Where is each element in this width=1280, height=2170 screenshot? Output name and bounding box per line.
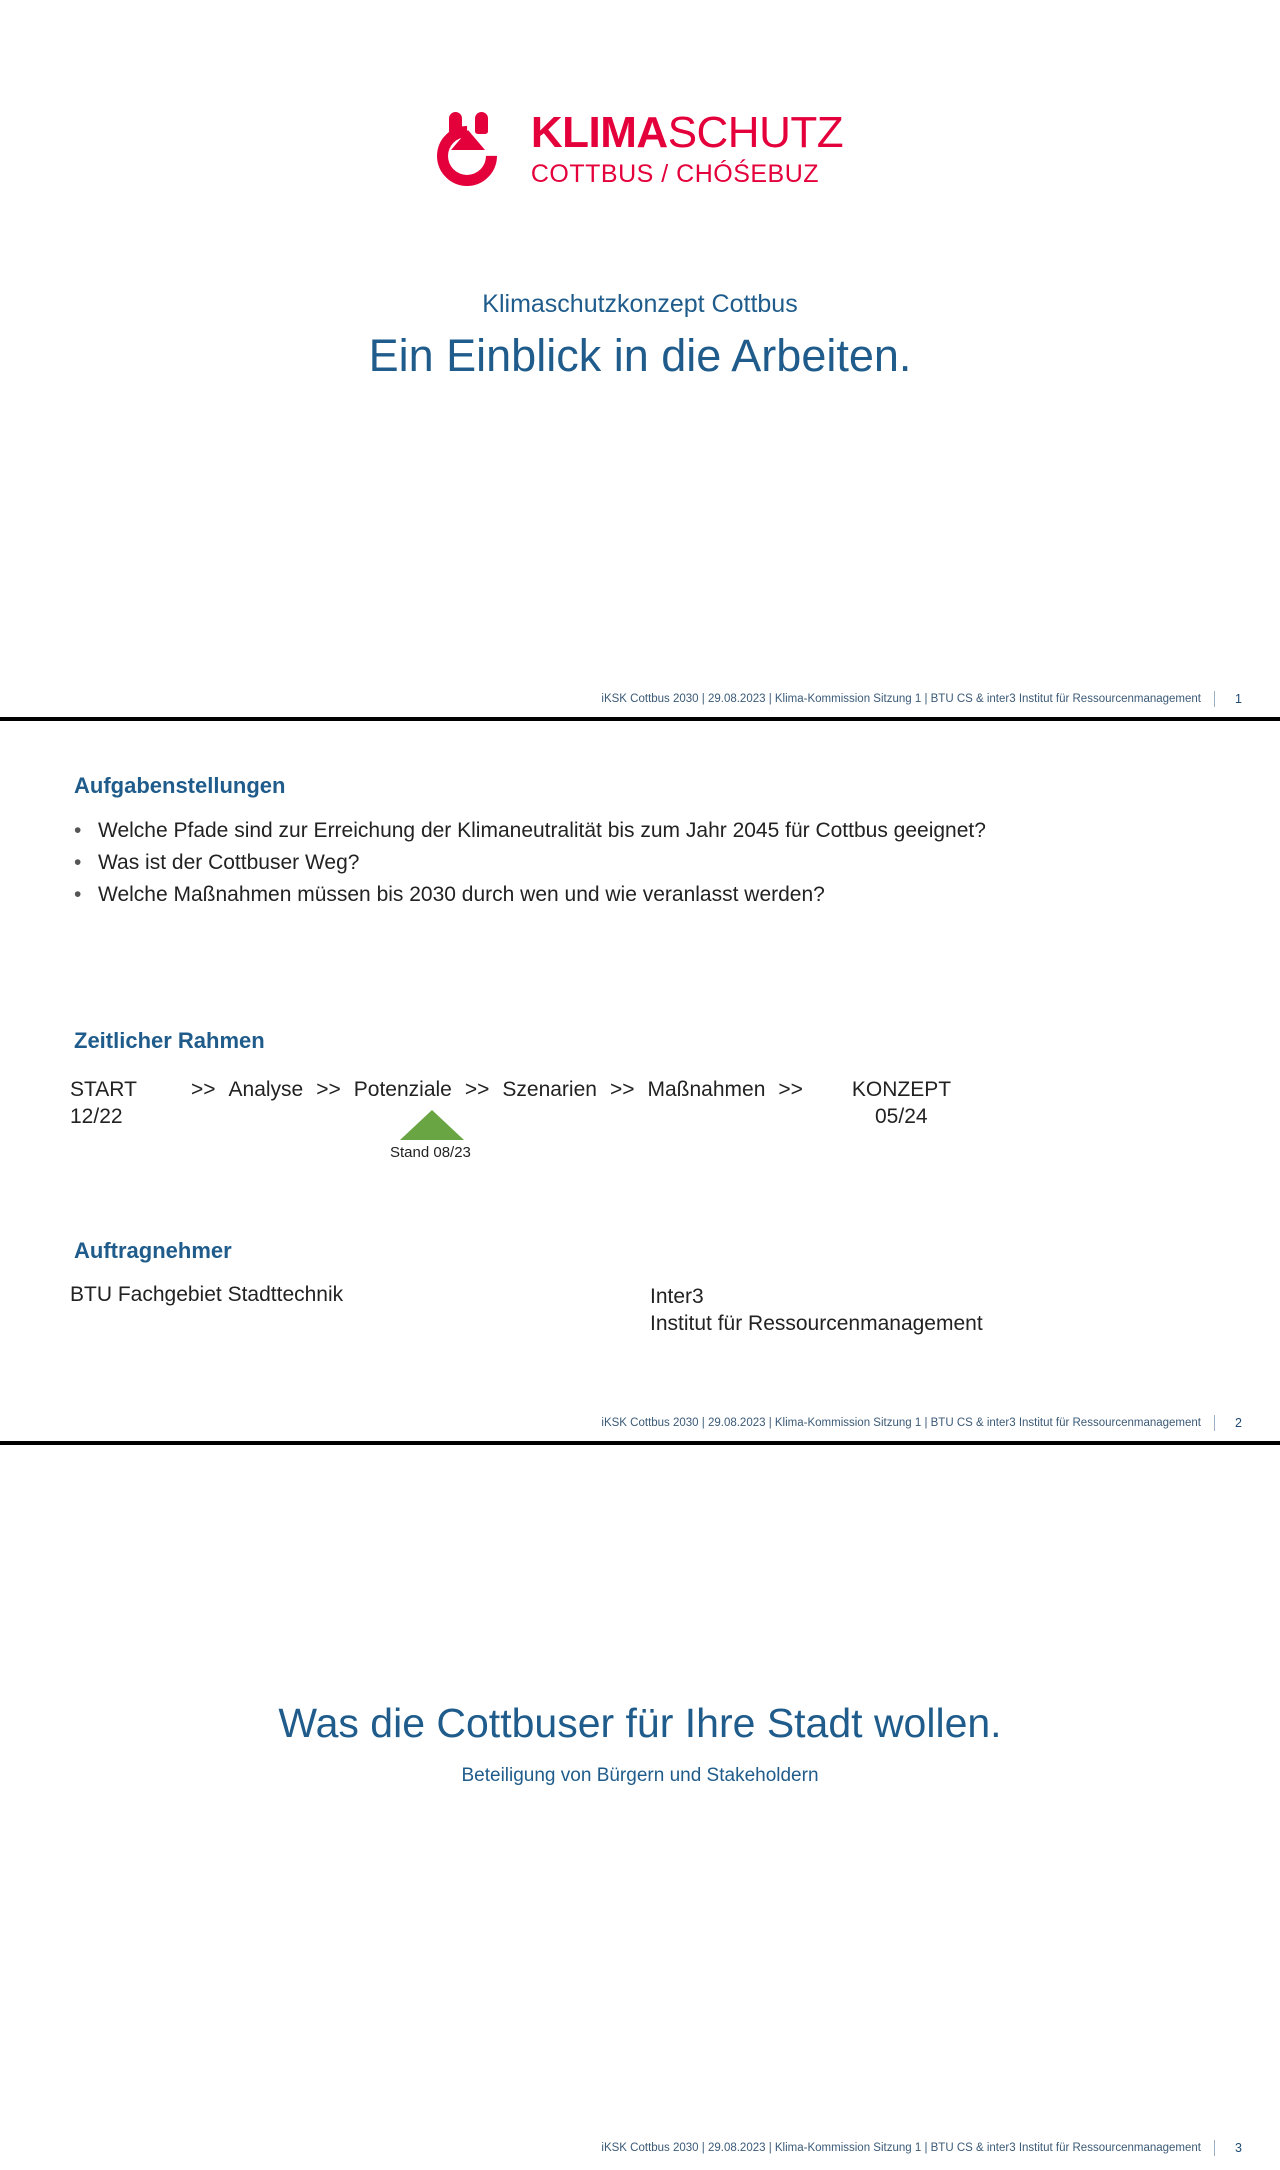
slide-2	[0, 721, 1280, 1445]
timeline-marker-label: Stand 08/23	[390, 1144, 471, 1161]
footer-text: iKSK Cottbus 2030 | 29.08.2023 | Klima-Kommission Sitzung 1 | BTU CS & inter3 Institut für Ressourcenmanagement	[601, 1417, 1201, 1429]
klima-logo-icon	[437, 110, 519, 188]
timeline-start-date: 12/22	[70, 1105, 123, 1128]
list-item: • Welche Maßnahmen müssen bis 2030 durch wen und wie veranlasst werden?	[70, 881, 1220, 909]
contractor-inter3-institute: Institut für Ressourcenmanagement	[650, 1312, 983, 1336]
heading-aufgabenstellungen: Aufgabenstellungen	[74, 773, 286, 798]
timeline-step-massnahmen: Maßnahmen	[647, 1078, 766, 1101]
timeline-separator: >>	[609, 1078, 635, 1101]
footer-divider	[1214, 2140, 1215, 2156]
footer-page-number: 2	[1235, 1416, 1242, 1430]
contractor-inter3-name: Inter3	[650, 1285, 704, 1308]
heading-zeitlicher-rahmen: Zeitlicher Rahmen	[74, 1028, 265, 1053]
slide-3	[0, 1445, 1280, 2170]
timeline-separator: >>	[191, 1078, 216, 1101]
footer-divider	[1214, 1415, 1215, 1431]
footer-page-number: 3	[1235, 2141, 1242, 2155]
footer-text: iKSK Cottbus 2030 | 29.08.2023 | Klima-Kommission Sitzung 1 | BTU CS & inter3 Institut für Ressourcenmanagement	[601, 693, 1201, 705]
contractor-list	[70, 1283, 1220, 1338]
timeline-end-date: 05/24	[875, 1105, 928, 1128]
slide-1	[0, 0, 1280, 721]
footer-page-number: 1	[1235, 692, 1242, 706]
slide3-title: Was die Cottbuser für Ihre Stadt wollen.	[278, 1700, 1002, 1746]
logo-word-klima: KLIMA	[530, 108, 668, 157]
timeline-end-label: KONZEPT	[851, 1078, 952, 1101]
logo-subline: COTTBUS / CHÓŚEBUZ	[530, 160, 820, 188]
slide3-subtitle: Beteiligung von Bürgern und Stakeholdern	[461, 1765, 819, 1786]
logo-word-schutz: SCHUTZ	[667, 108, 844, 157]
heading-auftragnehmer: Auftragnehmer	[74, 1238, 232, 1263]
slide1-title: Ein Einblick in die Arbeiten.	[368, 330, 912, 381]
timeline-marker-triangle-icon	[400, 1110, 464, 1140]
timeline-separator: >>	[778, 1078, 803, 1101]
list-item: • Was ist der Cottbuser Weg?	[70, 849, 1220, 877]
footer-divider	[1214, 691, 1215, 707]
slide1-footer	[0, 691, 1280, 707]
timeline-step-analyse: Analyse	[228, 1078, 304, 1101]
contractor-btu: BTU Fachgebiet Stadttechnik	[70, 1283, 344, 1306]
slide2-footer	[0, 1415, 1280, 1431]
list-item: • Welche Pfade sind zur Erreichung der Klimaneutralität bis zum Jahr 2045 für Cottbus geeignet?	[70, 817, 1220, 845]
slide3-footer	[0, 2140, 1280, 2156]
timeline-separator: >>	[316, 1078, 341, 1101]
tasks-bullet-list	[70, 817, 1220, 913]
timeline-diagram	[70, 1078, 1220, 1161]
timeline-step-potenziale: Potenziale	[353, 1078, 452, 1101]
timeline-start-label: START	[70, 1078, 137, 1101]
timeline-step-szenarien: Szenarien	[502, 1078, 597, 1101]
footer-text: iKSK Cottbus 2030 | 29.08.2023 | Klima-Kommission Sitzung 1 | BTU CS & inter3 Institut für Ressourcenmanagement	[601, 2142, 1201, 2154]
slide1-subtitle: Klimaschutzkonzept Cottbus	[482, 290, 798, 318]
timeline-separator: >>	[464, 1078, 490, 1101]
klimaschutz-logo	[0, 110, 1280, 188]
contractor-inter3	[650, 1283, 983, 1338]
